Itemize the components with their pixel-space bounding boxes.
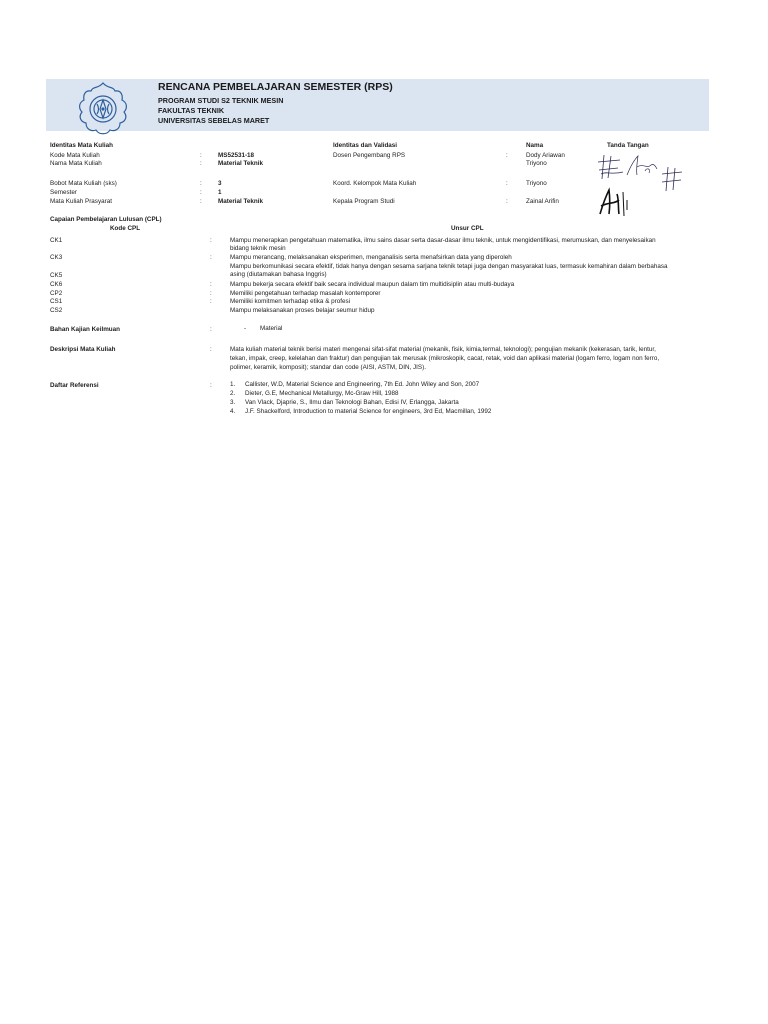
validasi-separator: : [506,152,508,159]
cpl-text: Mampu menerapkan pengetahuan matematika, ilmu sains dasar serta dasar-dasar ilmu teknik, untuk mengidentifikasi, merumuskan, dan menyelesaikan [230,237,656,244]
validasi-heading: Identitas dan Validasi [333,142,398,149]
cpl-text: bidang teknik mesin [230,245,286,252]
validasi-name: Triyono [526,180,547,187]
identitas-heading: Identitas Mata Kuliah [50,142,113,149]
validasi-col-nama: Nama [526,142,544,149]
referensi-text: J.F. Shackelford, Introduction to material Science for engineers, 3rd Ed, Macmillan, 1992 [245,408,492,415]
identitas-label: Mata Kuliah Prasyarat [50,198,112,205]
faculty-name: FAKULTAS TEKNIK [158,106,225,115]
cpl-separator: : [210,290,212,297]
signature-triyono-1 [625,153,659,179]
deskripsi-line: tekan, impak, creep, kelelahan dan fraktur) dan pengujian tak merusak (mikroskopik, cacat, retak, void dan aplikasi material (logam ferro, logam non ferro, [230,355,660,362]
cpl-code: CS1 [50,298,63,305]
cpl-code: CP2 [50,290,63,297]
cpl-separator: : [210,281,212,288]
cpl-text: Mampu melaksanakan proses belajar seumur hidup [230,307,375,314]
bahan-separator: : [210,326,212,333]
deskripsi-separator: : [210,346,212,353]
identitas-value: Material Teknik [218,198,264,205]
identitas-label: Semester [50,189,77,196]
cpl-code: CK3 [50,254,63,261]
university-name: UNIVERSITAS SEBELAS MARET [158,116,270,125]
document-title: RENCANA PEMBELAJARAN SEMESTER (RPS) [158,81,393,93]
cpl-code: CS2 [50,307,63,314]
cpl-col-kode: Kode CPL [110,225,141,232]
signature-triyono-2 [660,165,684,193]
cpl-code: CK1 [50,237,63,244]
identitas-separator: : [200,180,202,187]
cpl-col-unsur: Unsur CPL [451,225,484,232]
deskripsi-line: polimer, keramik, komposit); standar dan code (AISI, ASTM, DIN, JIS). [230,364,426,371]
identitas-value: MS52531-18 [218,152,255,159]
referensi-text: Dieter, G.E, Mechanical Metallurgy, Mc-Graw Hill, 1988 [245,390,399,397]
validasi-separator: : [506,198,508,205]
referensi-num: 1. [230,381,236,388]
referensi-text: Van Vlack, Djaprie, S., Ilmu dan Teknologi Bahan, Edisi IV, Erlangga, Jakarta [245,399,459,406]
identitas-separator: : [200,189,202,196]
program-name: PROGRAM STUDI S2 TEKNIK MESIN [158,96,284,105]
referensi-num: 3. [230,399,236,406]
cpl-separator: : [210,237,212,244]
identitas-value: 1 [218,189,222,196]
cpl-text: asing (diutamakan bahasa Inggris) [230,271,327,278]
cpl-text: Mampu berkomunikasi secara efektif, tidak hanya dengan sesama sarjana teknik tetapi juga dengan masyarakat luas, termasuk kemahiran dalam berbahasa [230,263,668,270]
cpl-text: Memiliki pengetahuan terhadap masalah kontemporer [230,290,381,297]
bahan-bullet: - [244,325,247,332]
validasi-separator: : [506,180,508,187]
identitas-separator: : [200,152,202,159]
referensi-text: Callister, W.D, Material Science and Engineering, 7th Ed. John Wiley and Son, 2007 [245,381,480,388]
signature-zainal-arifin [597,186,633,218]
validasi-role: Kepala Program Studi [333,198,395,205]
deskripsi-label: Deskripsi Mata Kuliah [50,346,116,353]
validasi-name: Zainal Arifin [526,198,559,205]
identitas-value: 3 [218,180,222,187]
deskripsi-line: Mata kuliah material teknik berisi materi mengenai sifat-sifat material (mekanik, fisik, kimia,termal, teknologi); pengujian mekanik (kekerasan, tarik, lentur, [230,346,656,353]
cpl-text: Mampu merancang, melaksanakan eksperimen, menganalisis serta menafsirkan data yang diperoleh [230,254,512,261]
cpl-separator: : [210,254,212,261]
referensi-label: Daftar Referensi [50,382,99,389]
cpl-heading: Capaian Pembelajaran Lulusan (CPL) [50,216,162,223]
cpl-text: Memiliki komitmen terhadap etika & profesi [230,298,351,305]
validasi-role: Dosen Pengembang RPS [333,152,406,159]
bahan-value: Material [260,325,283,332]
identitas-separator: : [200,198,202,205]
cpl-text: Mampu bekerja secara efektif baik secara individual maupun dalam tim multidisiplin atau multi-budaya [230,281,515,288]
identitas-label: Nama Mata Kuliah [50,160,102,167]
signature-dody-ariawan [596,153,626,181]
referensi-separator: : [210,382,212,389]
validasi-name: Triyono [526,160,547,167]
validasi-role: Koord. Kelompok Mata Kuliah [333,180,417,187]
university-logo-icon [75,81,131,137]
referensi-num: 2. [230,390,236,397]
identitas-label: Bobot Mata Kuliah (sks) [50,180,117,187]
cpl-code: CK6 [50,281,63,288]
bahan-label: Bahan Kajian Keilmuan [50,326,120,333]
cpl-separator: : [210,298,212,305]
validasi-col-ttd: Tanda Tangan [607,142,649,149]
identitas-value: Material Teknik [218,160,264,167]
referensi-num: 4. [230,408,236,415]
identitas-label: Kode Mata Kuliah [50,152,100,159]
cpl-code: CK5 [50,272,63,279]
identitas-separator: : [200,160,202,167]
validasi-name: Dody Ariawan [526,152,565,159]
